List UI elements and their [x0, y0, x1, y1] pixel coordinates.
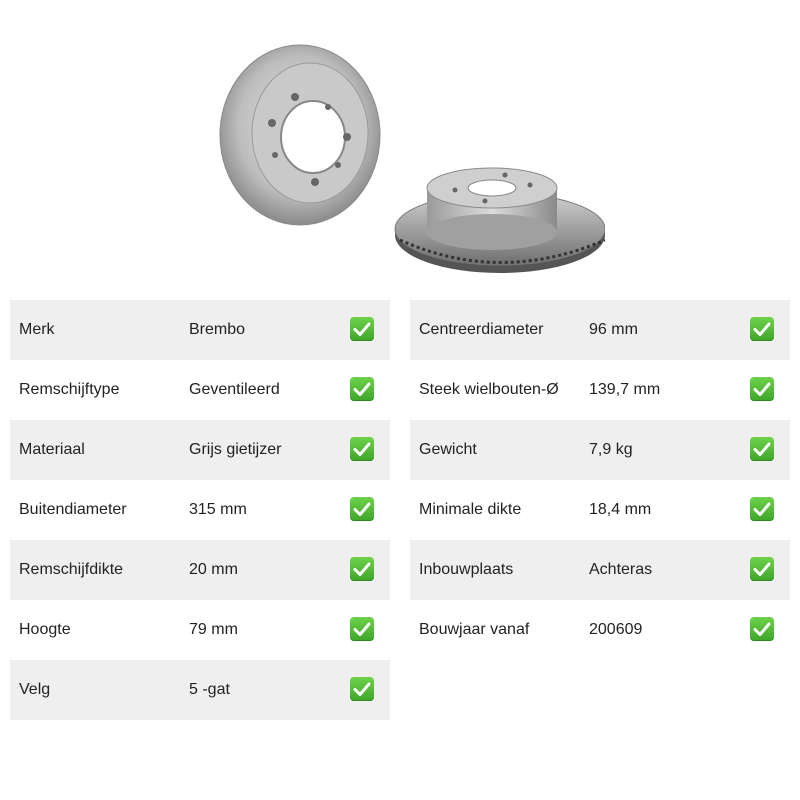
spec-table-left: [10, 300, 390, 720]
spec-row-remschijftype: [10, 360, 390, 420]
spec-label: Merk: [19, 321, 55, 338]
spec-label: Gewicht: [419, 441, 477, 458]
spec-label: Bouwjaar vanaf: [419, 621, 530, 638]
spec-value: 96 mm: [589, 321, 638, 338]
spec-row-materiaal: [10, 420, 390, 480]
check-mark-icon: [750, 557, 774, 581]
spec-label: Inbouwplaats: [419, 561, 514, 578]
spec-value: 5 -gat: [189, 681, 230, 698]
spec-value: Geventileerd: [189, 381, 280, 398]
spec-label: Materiaal: [19, 441, 85, 458]
spec-row-minimale-dikte: [410, 480, 790, 540]
spec-value: 20 mm: [189, 561, 238, 578]
check-mark-icon: [750, 497, 774, 521]
spec-row-centreerdiameter: [410, 300, 790, 360]
spec-label: Velg: [19, 681, 51, 698]
check-mark-icon: [750, 437, 774, 461]
spec-row-inbouwplaats: [410, 540, 790, 600]
spec-table-right: [410, 300, 790, 660]
brake-disc-front-view: [220, 45, 380, 225]
spec-label: Remschijftype: [19, 381, 120, 398]
spec-value: Brembo: [189, 321, 246, 338]
spec-row-gewicht: [410, 420, 790, 480]
check-mark-icon: [750, 617, 774, 641]
spec-value: 18,4 mm: [589, 501, 652, 518]
spec-label: Buitendiameter: [19, 501, 127, 518]
spec-row-steek-wielbouten: [410, 360, 790, 420]
check-mark-icon: [350, 437, 374, 461]
check-mark-icon: [750, 377, 774, 401]
spec-value: 79 mm: [189, 621, 238, 638]
spec-row-merk: [10, 300, 390, 360]
spec-label: Remschijfdikte: [19, 561, 124, 578]
spec-row-remschijfdikte: [10, 540, 390, 600]
spec-value: Achteras: [589, 561, 653, 578]
spec-value: 7,9 kg: [589, 441, 633, 458]
check-mark-icon: [350, 677, 374, 701]
check-mark-icon: [350, 557, 374, 581]
check-mark-icon: [350, 617, 374, 641]
spec-row-hoogte: [10, 600, 390, 660]
spec-label: Minimale dikte: [419, 501, 522, 518]
check-mark-icon: [350, 377, 374, 401]
brake-disc-side-view: [395, 168, 605, 273]
check-mark-icon: [750, 317, 774, 341]
spec-row-buitendiameter: [10, 480, 390, 540]
spec-row-velg: [10, 660, 390, 720]
spec-value: Grijs gietijzer: [189, 441, 282, 458]
spec-value: 139,7 mm: [589, 381, 661, 398]
spec-label: Steek wielbouten-Ø: [419, 381, 559, 398]
check-mark-icon: [350, 497, 374, 521]
check-mark-icon: [350, 317, 374, 341]
spec-value: 315 mm: [189, 501, 247, 518]
spec-row-bouwjaar-vanaf: [410, 600, 790, 660]
spec-value: 200609: [589, 621, 643, 638]
spec-label: Centreerdiameter: [419, 321, 544, 338]
product-image-brake-discs: [195, 25, 605, 290]
spec-label: Hoogte: [19, 621, 71, 638]
